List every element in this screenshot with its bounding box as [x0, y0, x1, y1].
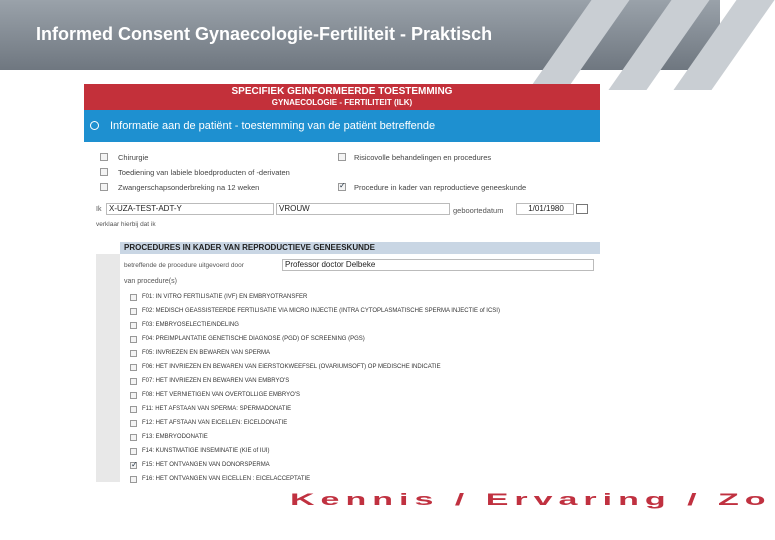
left-indent-strip	[96, 254, 120, 482]
category-checkbox-risicovolle[interactable]	[338, 153, 346, 161]
procedure-checkbox[interactable]	[130, 378, 137, 385]
procedure-label: F07: HET INVRIEZEN EN BEWAREN VAN EMBRYO'S	[142, 378, 290, 384]
category-label: Procedure in kader van reproductieve geneeskunde	[354, 183, 527, 192]
procedure-item	[130, 376, 600, 389]
slide-footer	[290, 490, 772, 524]
procedure-label: F03: EMBRYOSELECTIE/NDELING	[142, 322, 239, 328]
procedures-section-header: PROCEDURES IN KADER VAN REPRODUCTIEVE GENEESKUNDE	[120, 242, 600, 254]
procedure-item	[130, 320, 600, 333]
category-label: Zwangerschapsonderbreking na 12 weken	[118, 183, 260, 192]
slide-title: Informed Consent Gynaecologie-Fertiliteit - Praktisch	[36, 24, 493, 44]
procedure-checkbox[interactable]	[130, 336, 137, 343]
procedure-checkbox[interactable]	[130, 434, 137, 441]
form-banner-title: SPECIFIEK GEINFORMEERDE TOESTEMMING	[231, 86, 453, 97]
category-checkbox-reproductief[interactable]	[338, 183, 346, 191]
patient-id-field[interactable]: X-UZA-TEST-ADT-Y	[106, 203, 274, 215]
procedure-label: F08: HET VERNIETIGEN VAN OVERTOLLIGE EMBRYO'S	[142, 392, 300, 398]
collapse-icon[interactable]	[90, 121, 99, 130]
procedure-item	[130, 292, 600, 305]
category-checkbox-zwangerschap[interactable]	[100, 183, 108, 191]
procedure-label: F13: EMBRYODONATIE	[142, 434, 208, 440]
declaration-text: verklaar hierbij dat ik	[96, 221, 156, 228]
procedure-item	[130, 418, 600, 431]
form-banner	[84, 84, 600, 110]
category-row	[96, 165, 600, 180]
procedure-checkbox[interactable]	[130, 448, 137, 455]
procedure-item	[130, 362, 600, 375]
procedure-checkbox[interactable]	[130, 350, 137, 357]
procedure-item	[130, 404, 600, 417]
patient-gender-field[interactable]: VROUW	[276, 203, 450, 215]
category-checkbox-chirurgie[interactable]	[100, 153, 108, 161]
procedure-label: F04: PREIMPLANTATIE GENETISCHE DIAGNOSE (PGD) OF SCREENING (PGS)	[142, 336, 365, 342]
procedure-item	[130, 460, 600, 473]
footer-tagline: Kennis / Ervaring / Zo	[290, 490, 772, 509]
info-section-label: Informatie aan de patiënt - toestemming van de patiënt betreffende	[110, 120, 436, 132]
procedure-label: F05: INVRIEZEN EN BEWAREN VAN SPERMA	[142, 350, 271, 356]
procedure-checkbox[interactable]	[130, 462, 137, 469]
doctor-field[interactable]: Professor doctor Delbeke	[282, 259, 594, 271]
procedure-checkbox[interactable]	[130, 364, 137, 371]
procedure-checkbox[interactable]	[130, 406, 137, 413]
info-section-bar[interactable]	[84, 110, 600, 142]
procedure-label: F15: HET ONTVANGEN VAN DONORSPERMA	[142, 462, 270, 468]
category-row	[96, 150, 600, 165]
procedures-label: van procedure(s)	[124, 278, 177, 285]
procedure-item	[130, 348, 600, 361]
procedure-checkbox[interactable]	[130, 420, 137, 427]
procedure-item	[130, 390, 600, 403]
category-label: Toediening van labiele bloedproducten of -derivaten	[118, 168, 290, 177]
procedure-item	[130, 432, 600, 445]
category-row	[96, 180, 600, 195]
procedure-checkbox[interactable]	[130, 392, 137, 399]
slide-header	[0, 0, 720, 70]
procedure-label: F11: HET AFSTAAN VAN SPERMA: SPERMADONATIE	[142, 406, 292, 412]
procedure-item	[130, 334, 600, 347]
category-checkbox-bloedproducten[interactable]	[100, 168, 108, 176]
birthdate-label: geboortedatum	[453, 206, 504, 215]
procedure-checkbox[interactable]	[130, 476, 137, 483]
patient-prefix: Ik	[96, 206, 102, 213]
calendar-icon[interactable]	[576, 204, 588, 214]
procedure-label: F16: HET ONTVANGEN VAN EICELLEN : EICELACCEPTATIE	[142, 476, 311, 482]
procedure-item	[130, 446, 600, 459]
category-label: Risicovolle behandelingen en procedures	[354, 153, 492, 162]
procedure-label: F01: IN VITRO FERTILISATIE (IVF) EN EMBRYOTRANSFER	[142, 294, 308, 300]
form-banner-subtitle: GYNAECOLOGIE - FERTILITEIT (ILK)	[271, 98, 413, 107]
category-label: Chirurgie	[118, 153, 149, 162]
procedure-checkbox[interactable]	[130, 294, 137, 301]
procedure-item	[130, 306, 600, 319]
procedure-item	[130, 474, 600, 487]
procedure-label: F06: HET INVRIEZEN EN BEWAREN VAN EIERSTOKWEEFSEL (OVARIUMSOFT) OP MEDISCHE INDICATIE	[142, 364, 441, 370]
procedure-by-label: betreffende de procedure uitgevoerd door	[124, 262, 244, 269]
procedure-label: F02: MEDISCH GEASSISTEERDE FERTILISATIE VIA MICRO INJECTIE (INTRA CYTOPLASMATISCHE SPERMA INJECTIE of ICSI)	[142, 308, 500, 314]
procedure-label: F14: KUNSTMATIGE INSEMINATIE (KIE of IUI)	[142, 448, 270, 454]
header-decoration	[528, 0, 629, 90]
procedure-checkbox[interactable]	[130, 322, 137, 329]
birthdate-field[interactable]: 1/01/1980	[516, 203, 574, 215]
procedure-label: F12: HET AFSTAAN VAN EICELLEN: EICELDONATIE	[142, 420, 288, 426]
consent-form-screenshot	[84, 84, 600, 482]
procedure-checkbox[interactable]	[130, 308, 137, 315]
